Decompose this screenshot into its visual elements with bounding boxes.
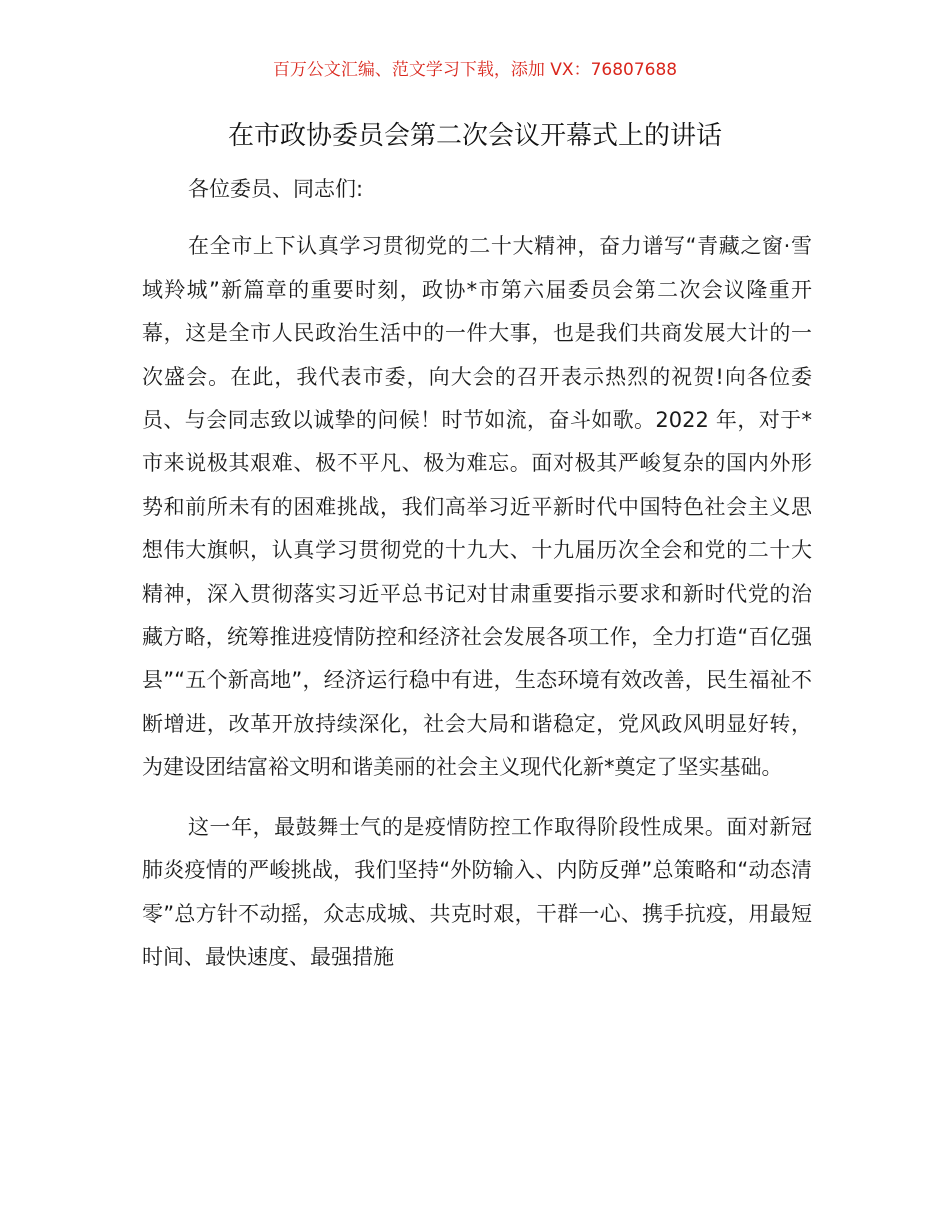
document-body	[142, 168, 812, 979]
document-title: 在市政协委员会第二次会议开幕式上的讲话	[227, 121, 722, 151]
paragraph-2: 这一年，最鼓舞士气的是疫情防控工作取得阶段性成果。面对新冠肺炎疫情的严峻挑战，我们坚持“外防输入、内防反弹”总策略和“动态清零”总方针不动摇，众志成城、共克时艰，干群一心、携手抗疫，用最短时间、最快速度、最强措施	[142, 814, 812, 969]
paragraph-1: 在全市上下认真学习贯彻党的二十大精神，奋力谱写“青藏之窗·雪域羚城”新篇章的重要时刻，政协*市第六届委员会第二次会议隆重开幕，这是全市人民政治生活中的一件大事，也是我们共商发展大计的一次盛会。在此，我代表市委，向大会的召开表示热烈的祝贺!向各位委员、与会同志致以诚挚的问候！时节如流，奋斗如歌。2022 年，对于*市来说极其艰难、极不平凡、极为难忘。面对极其严峻复杂的国内外形势和前所未有的困难挑战，我们高举习近平新时代中国特色社会主义思想伟大旗帜，认真学习贯彻党的十九大、十九届历次全会和党的二十大精神，深入贯彻落实习近平总书记对甘肃重要指示要求和新时代党的治藏方略，统筹推进疫情防控和经济社会发展各项工作，全力打造“百亿强县”“五个新高地”，经济运行稳中有进，生态环境有效改善，民生福祉不断增进，改革开放持续深化，社会大局和谐稳定，党风政风明显好转，为建设团结富裕文明和谐美丽的社会主义现代化新*奠定了坚实基础。	[142, 234, 812, 780]
watermark-banner: 百万公文汇编、范文学习下载，添加 VX：76807688	[272, 60, 678, 80]
salutation: 各位委员、同志们:	[188, 177, 364, 201]
